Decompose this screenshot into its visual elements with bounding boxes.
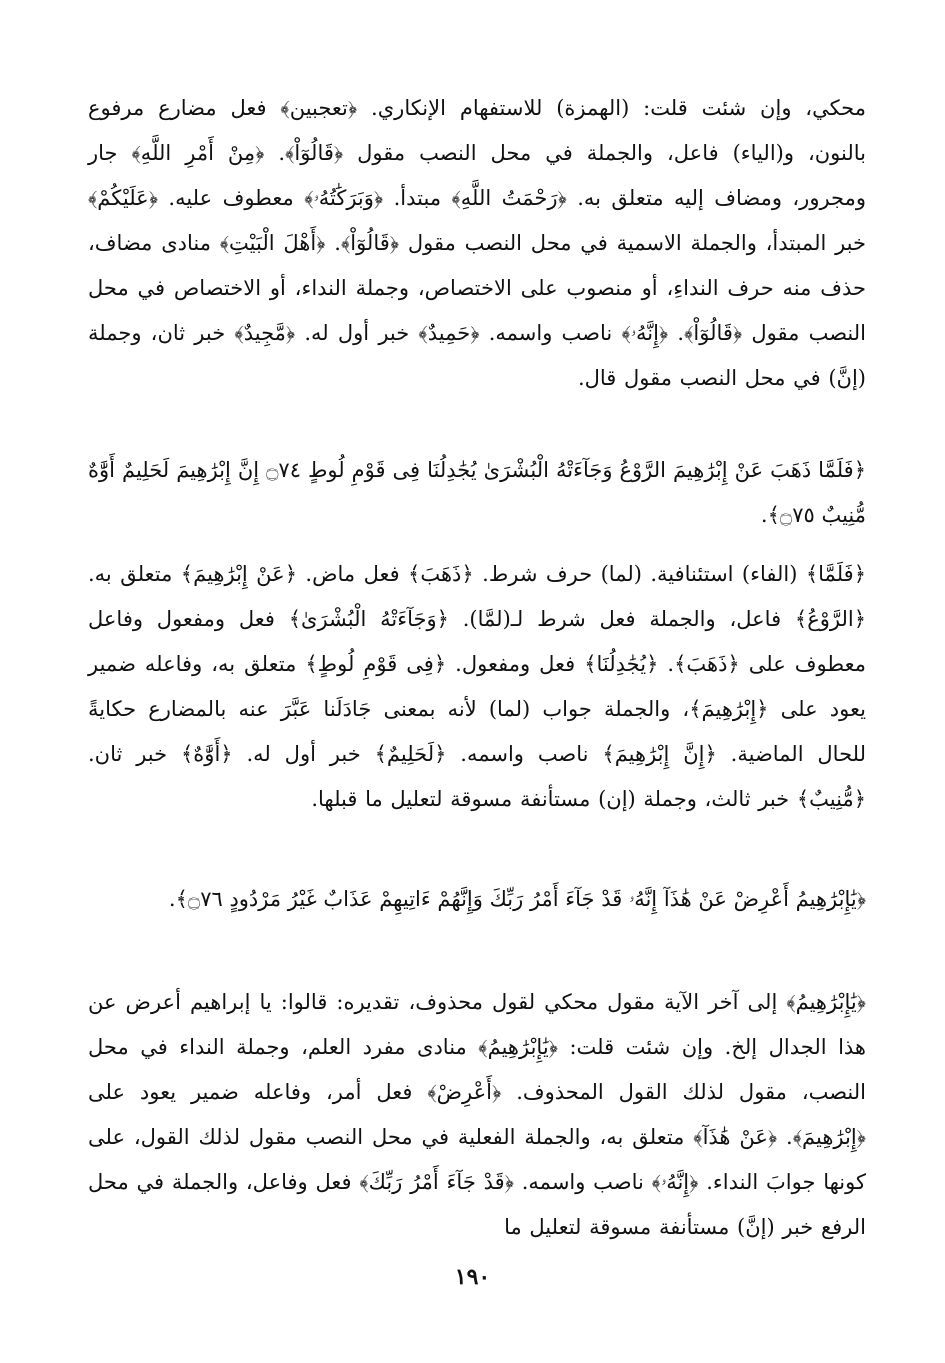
- paragraph-grammar-analysis-2: ﴿فَلَمَّا﴾ (الفاء) استئنافية. (لما) حرف شرط. ﴿ذَهَبَ﴾ فعل ماض. ﴿عَنْ إِبْرَٰهِيمَ﴾ متعلق به. ﴿الرَّوْعُ﴾ فاعل، والجملة فعل شرط لـ(لمَّا). ﴿وَجَآءَتْهُ الْبُشْرَىٰ﴾ فعل ومفعول وفاعل معطوف على ﴿ذَهَبَ﴾. ﴿يُجَٰدِلُنَا﴾ فعل ومفعول. ﴿فِى قَوْمِ لُوطٍ﴾ متعلق به، وفاعله ضمير يعود على ﴿إِبْرَٰهِيمَ﴾، والجملة جواب (لما) لأنه بمعنى جَادَلَنا عَبَّرَ عنه بالمضارع حكايةً للحال الماضية. ﴿إِنَّ إِبْرَٰهِيمَ﴾ ناصب واسمه. ﴿لَحَلِيمٌ﴾ خبر أول له. ﴿أَوَّٰهٌ﴾ خبر ثان. ﴿مُّنِيبٌ﴾ خبر ثالث، وجملة (إن) مستأنفة مسوقة لتعليل ما قبلها.: [88, 562, 867, 811]
- paragraph-grammar-analysis-1: محكي، وإن شئت قلت: (الهمزة) للاستفهام الإنكاري. ﴿تعجبين﴾ فعل مضارع مرفوع بالنون، و(الياء) فاعل، والجملة في محل النصب مقول ﴿قَالُوٓاْ﴾. ﴿مِنْ أَمْرِ اللَّهِ﴾ جار ومجرور، ومضاف إليه متعلق به. ﴿رَحْمَتُ اللَّهِ﴾ مبتدأ. ﴿وَبَرَكَٰتُهُۥ﴾ معطوف عليه. ﴿عَلَيْكُمْ﴾ خبر المبتدأ، والجملة الاسمية في محل النصب مقول ﴿قَالُوٓاْ﴾. ﴿أَهْلَ الْبَيْتِ﴾ منادى مضاف، حذف منه حرف النداءِ، أو منصوب على الاختصاص، وجملة النداء، أو الاختصاص في محل النصب مقول ﴿قَالُوٓاْ﴾. ﴿إِنَّهُۥ﴾ ناصب واسمه. ﴿حَمِيدٌ﴾ خبر أول له. ﴿مَّجِيدٌ﴾ خبر ثان، وجملة (إنَّ) في محل النصب مقول قال.: [88, 96, 866, 390]
- paragraph-grammar-analysis-3: ﴿يَٰإِبْرَٰهِيمُ﴾ إلى آخر الآية مقول محكي لقول محذوف، تقديره: قالوا: يا إبراهيم أعرض عن هذا الجدال إلخ. وإن شئت قلت: ﴿يَٰإِبْرَٰهِيمُ﴾ منادى مفرد العلم، وجملة النداء في محل النصب، مقول لذلك القول المحذوف. ﴿أَعْرِضْ﴾ فعل أمر، وفاعله ضمير يعود على ﴿إِبْرَٰهِيمَ﴾. ﴿عَنْ هَٰذَآ﴾ متعلق به، والجملة الفعلية في محل النصب مقول لذلك القول، على كونها جوابَ النداء. ﴿إِنَّهُۥ﴾ ناصب واسمه. ﴿قَدْ جَآءَ أَمْرُ رَبِّكَ﴾ فعل وفاعل، والجملة في محل الرفع خبر (إنَّ) مستأنفة مسوقة لتعليل ما: [88, 990, 866, 1239]
- page-number: ١٩٠: [454, 1264, 491, 1290]
- quran-verse-74-75: ﴿فَلَمَّا ذَهَبَ عَنْ إِبْرَٰهِيمَ الرَّوْعُ وَجَآءَتْهُ الْبُشْرَىٰ يُجَٰدِلُنَا فِى قَوْمِ لُوطٍ ۝٧٤ إِنَّ إِبْرَٰهِيمَ لَحَلِيمٌ أَوَّٰهٌ مُّنِيبٌ ۝٧٥﴾.: [88, 458, 867, 527]
- quran-verse-76: ﴿يَٰإِبْرَٰهِيمُ أَعْرِضْ عَنْ هَٰذَآ إِنَّهُۥ قَدْ جَآءَ أَمْرُ رَبِّكَ وَإِنَّهُمْ ءَاتِيهِمْ عَذَابٌ غَيْرُ مَرْدُودٍ ۝٧٦﴾.: [168, 887, 866, 911]
